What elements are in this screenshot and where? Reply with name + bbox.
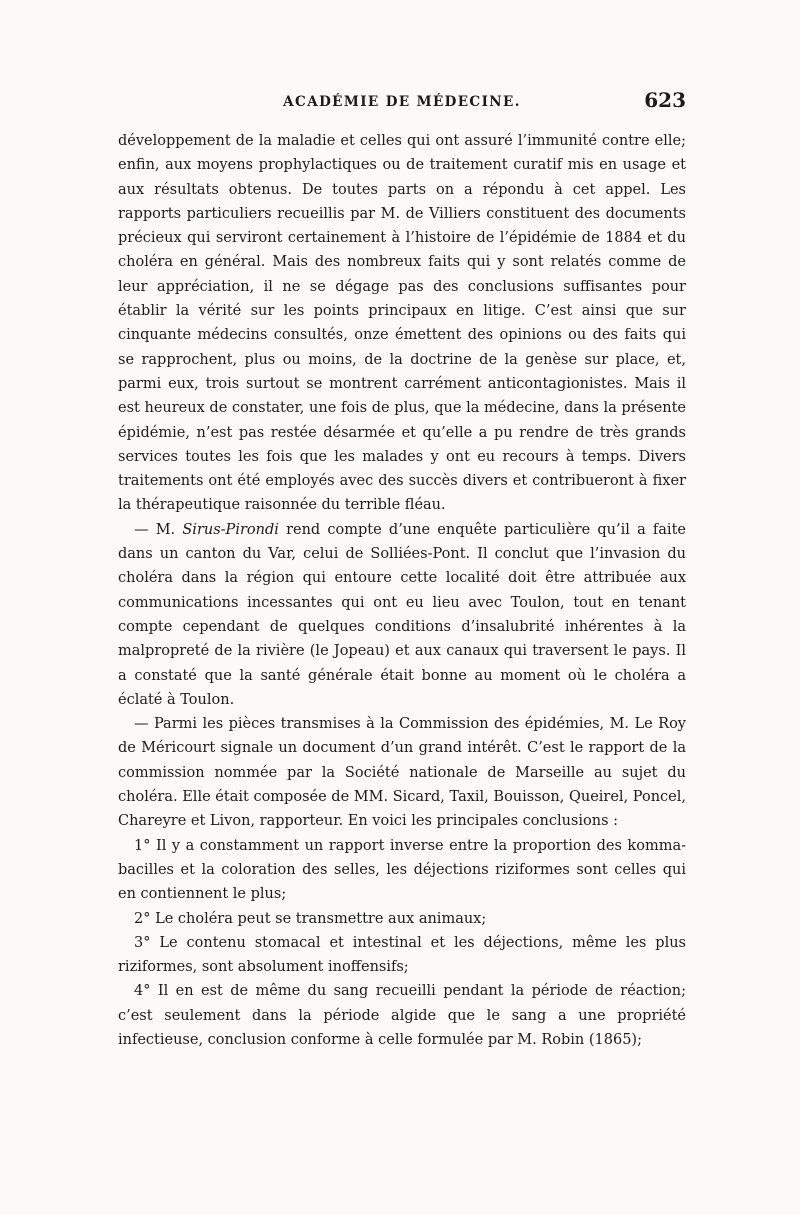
page-number: 623: [644, 88, 686, 112]
paragraph-sirus-pirondi-text: rend compte d’une enquête particulière qu’il a faite dans un canton du Var, celui de Solliées-Pont. Il conclut que l’invasion du choléra dans la région qui entoure cette localité doit être attribuée aux communications incessantes qui ont eu lieu avec Toulon, tout en tenant compte cependant de quelques conditions d’insalubrité inhérentes à la malpropreté de la rivière (le Jopeau) et aux canaux qui traversent le pays. Il a constaté que la santé générale était bonne au moment où le choléra a éclaté à Toulon.: [118, 521, 686, 708]
paragraph-dash-lead: — M.: [134, 521, 183, 538]
paragraph-continuation: développement de la maladie et celles qui ont assuré l’immunité contre elle; enfin, aux moyens prophylactiques ou de traitement curatif mis en usage et aux résultats obtenus. De toutes parts on a répondu à cet appel. Les rapports particuliers recueillis par M. de Villiers constituent des documents précieux qui serviront certainement à l’histoire de l’épidémie de 1884 et du choléra en général. Mais des nombreux faits qui y sont relatés comme de leur appréciation, il ne se dégage pas des conclusions suffisantes pour établir la vérité sur les points principaux en litige. C’est ainsi que sur cinquante médecins consultés, onze émettent des opinions ou des faits qui se rapprochent, plus ou moins, de la doctrine de la genèse sur place, et, parmi eux, trois surtout se montrent carrément anticontagionistes. Mais il est heureux de constater, une fois de plus, que la médecine, dans la présente épidémie, n’est pas restée désarmée et qu’elle a pu rendre de très grands services toutes les fois que les malades y ont eu recours à temps. Divers traitements ont été employés avec des succès divers et contribueront à fixer la thérapeutique raisonnée du terrible fléau.: [118, 133, 686, 514]
conclusion-item-2: 2° Le choléra peut se transmettre aux animaux;: [134, 910, 487, 927]
running-title: ACADÉMIE DE MÉDECINE.: [283, 94, 521, 110]
conclusion-item-3: 3° Le contenu stomacal et intestinal et les déjections, même les plus riziformes, sont absolument inoffensifs;: [118, 934, 686, 976]
running-header: [118, 86, 686, 116]
paragraph-commission: — Parmi les pièces transmises à la Commission des épidémies, M. Le Roy de Méricourt signale un document d’un grand intérêt. C’est le rapport de la commission nommée par la Société nationale de Marseille au sujet du choléra. Elle était composée de MM. Sicard, Taxil, Bouisson, Queirel, Poncel, Chareyre et Livon, rapporteur. En voici les principales conclusions :: [118, 716, 686, 830]
conclusion-item-4: 4° Il en est de même du sang recueilli pendant la période de réaction; c’est seulement dans la période algide que le sang a une propriété infectieuse, conclusion conforme à celle formulée par M. Robin (1865);: [118, 983, 686, 1048]
body-text: [118, 129, 686, 1052]
paragraph-sirus-pirondi: [118, 518, 686, 712]
conclusion-item-1: 1° Il y a constamment un rapport inverse entre la proportion des komma-bacilles et la coloration des selles, les déjections riziformes sont celles qui en contiennent le plus;: [118, 837, 686, 903]
author-name-italic: Sirus-Pirondi: [182, 521, 279, 538]
